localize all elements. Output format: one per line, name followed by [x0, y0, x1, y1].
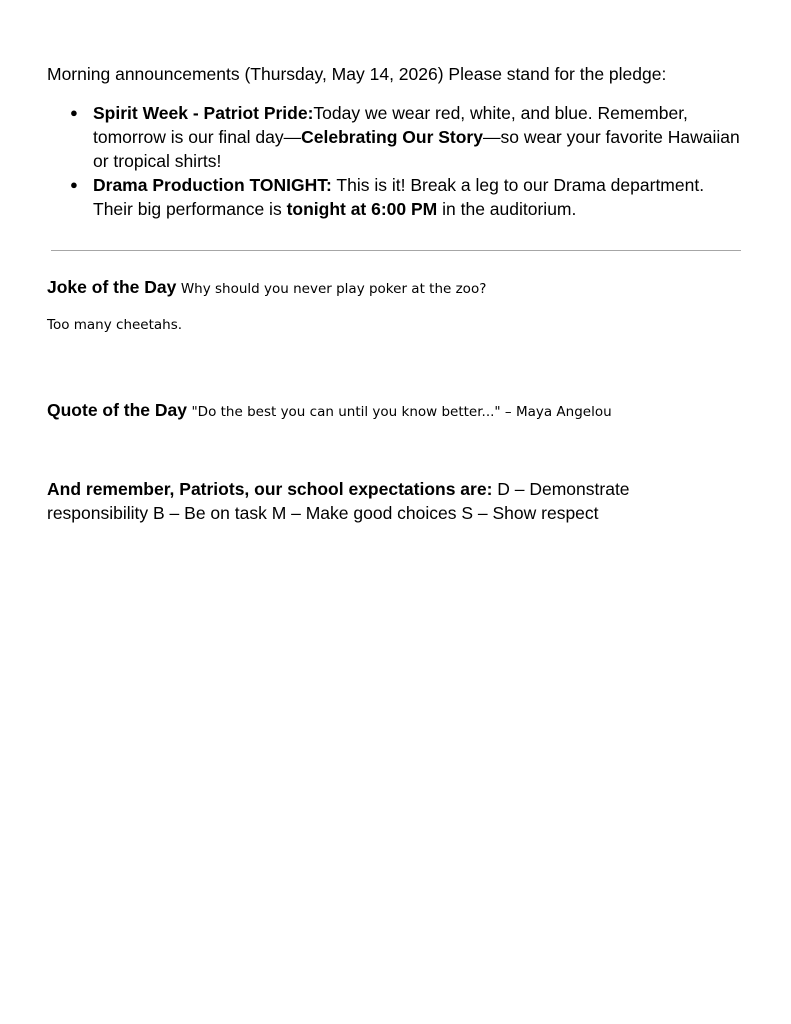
joke-answer: Too many cheetahs. [47, 317, 183, 333]
joke-section [47, 275, 486, 301]
expectations-section [47, 477, 687, 525]
list-item [47, 101, 747, 173]
joke-question: Why should you never play poker at the zoo? [180, 281, 487, 297]
spirit-week-theme: Celebrating Our Story [301, 127, 483, 147]
quote-heading: Quote of the Day [47, 400, 188, 420]
expectations-text: D – Demonstrate responsibility B – Be on task M – Make good choices S – Show respect [47, 479, 630, 523]
expectations-heading: And remember, Patriots, our school expectations are: [47, 479, 493, 499]
bullet-icon: ● [70, 105, 78, 120]
horizontal-divider [51, 250, 741, 251]
spirit-week-text-end: —so wear your favorite Hawaiian or tropical shirts! [93, 127, 740, 171]
drama-title: Drama Production TONIGHT: [93, 175, 332, 195]
quote-text: "Do the best you can until you know better..." – Maya Angelou [191, 404, 612, 420]
spirit-week-title: Spirit Week - Patriot Pride: [93, 103, 314, 123]
drama-text-end: in the auditorium. [437, 199, 577, 219]
drama-text: This is it! Break a leg to our Drama department. Their big performance is [93, 175, 705, 219]
announcement-list [47, 101, 747, 221]
quote-section [47, 398, 612, 424]
intro-line: Morning announcements (Thursday, May 14, 2026) Please stand for the pledge: [47, 64, 667, 84]
drama-time: tonight at 6:00 PM [286, 199, 438, 219]
bullet-icon: ● [70, 177, 78, 192]
joke-heading: Joke of the Day [47, 277, 177, 297]
list-item [47, 173, 747, 221]
spirit-week-text: Today we wear red, white, and blue. Remember, tomorrow is our final day— [93, 103, 688, 147]
